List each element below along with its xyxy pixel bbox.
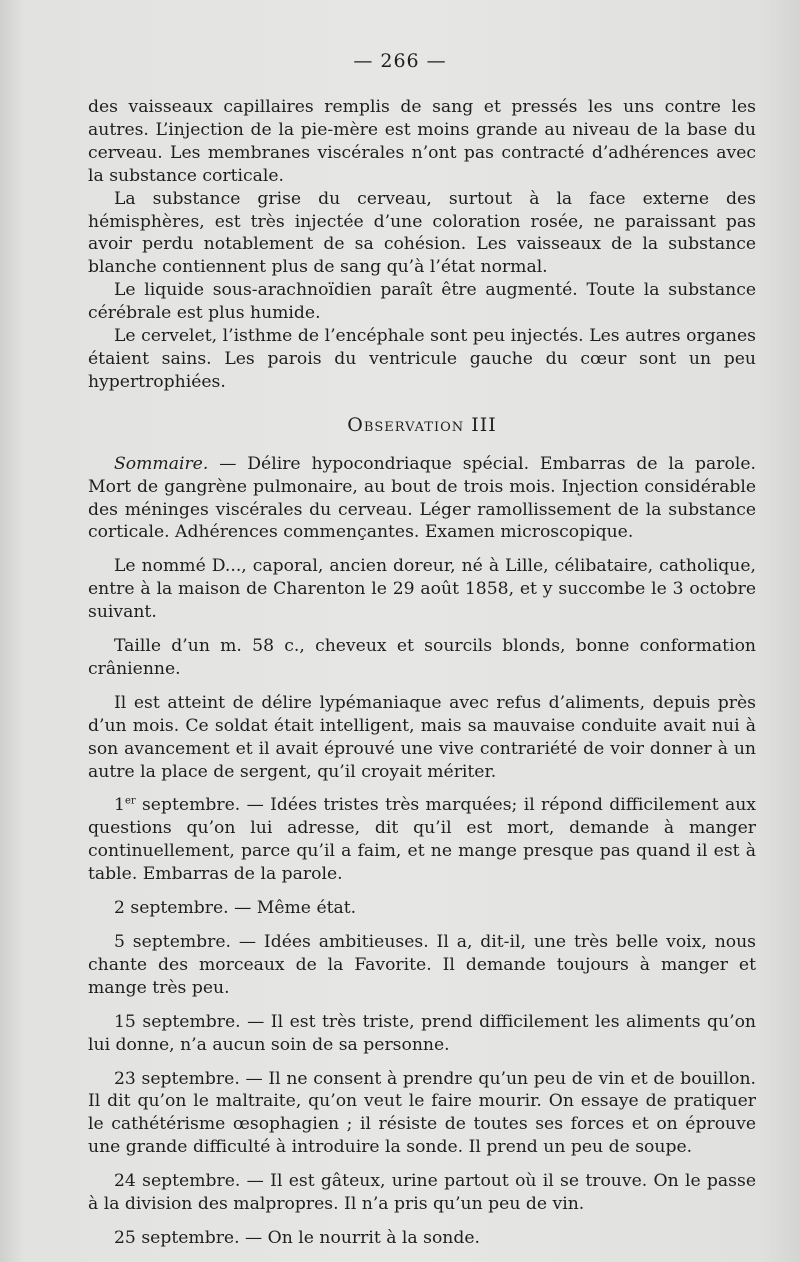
observation-title-number: III — [471, 413, 497, 436]
paragraph: Le liquide sous-arachnoïdien paraît être augmenté. Toute la substance cérébrale est plus humide. — [88, 280, 756, 324]
page-number: — 266 — — [353, 50, 447, 72]
diary-entry: 23 septembre. — Il ne consent à prendre qu’un peu de vin et de bouillon. Il dit qu’on le maltraite, qu’on veut le faire mourir. On essaye de pratiquer le cathétérisme œsophagien ; il résiste de toutes ses forces et on éprouve une grande difficulté à introduire la sonde. Il prend un peu de soupe. — [88, 1068, 756, 1158]
paragraph: Le nommé D..., caporal, ancien doreur, né à Lille, célibataire, catholique, entre à la maison de Charenton le 29 août 1858, et y succombe le 3 octobre suivant. — [88, 556, 756, 623]
diary-entry — [88, 794, 756, 886]
body-text — [88, 96, 756, 1250]
paragraph: Le cervelet, l’isthme de l’encéphale sont peu injectés. Les autres organes étaient sains. Les parois du ventricule gauche du cœur sont un peu hypertrophiées. — [88, 326, 756, 392]
paragraph: des vaisseaux capillaires remplis de sang et pressés les uns contre les autres. L’injection de la pie-mère est moins grande au niveau de la base du cerveau. Les membranes viscérales n’ont pas contracté d’adhérences avec la substance corticale. — [88, 97, 756, 186]
paragraph: Il est atteint de délire lypémaniaque avec refus d’aliments, depuis près d’un mois. Ce soldat était intelligent, mais sa mauvaise conduite avait nui à son avancement et il avait éprouvé une vive contrariété de voir donner à un autre la place de sergent, qu’il croyait mériter. — [88, 692, 756, 782]
sommaire-paragraph — [88, 453, 756, 545]
diary-entry: 25 septembre. — On le nourrit à la sonde. — [114, 1227, 481, 1248]
diary-entry: 2 septembre. — Même état. — [114, 898, 357, 919]
diary-entry: 24 septembre. — Il est gâteux, urine partout où il se trouve. On le passe à la division des malpropres. Il n’a pris qu’un peu de vin. — [88, 1171, 756, 1215]
observation-title-word: Observation — [347, 413, 465, 436]
paragraph: Taille d’un m. 58 c., cheveux et sourcils blonds, bonne conformation crânienne. — [88, 636, 756, 679]
sommaire-text: — Délire hypocondriaque spécial. Embarras de la parole. Mort de gangrène pulmonaire, au bout de trois mois. Injection considérable des méninges viscérales du cerveau. Léger ramollissement de la substance corticale. Adhérences commençantes. Examen microscopique. — [88, 453, 756, 543]
diary-entry: 15 septembre. — Il est très triste, prend difficilement les aliments qu’on lui donne, n’a aucun soin de sa personne. — [88, 1011, 756, 1055]
sommaire-label: Sommaire. — [114, 453, 209, 474]
diary-entry: 5 septembre. — Idées ambitieuses. Il a, dit-il, une très belle voix, nous chante des morceaux de la Favorite. Il demande toujours à manger et mange très peu. — [88, 932, 756, 998]
observation-heading — [88, 414, 756, 437]
entry-text: septembre. — Idées tristes très marquées; il répond difficilement aux questions qu’on lui adresse, dit qu’il est mort, demande à manger continuellement, parce qu’il a faim, et ne mange presque pas quand il est à table. Embarras de la parole. — [88, 795, 756, 885]
entry-day: 1 — [114, 795, 125, 816]
entry-day-suffix: er — [124, 795, 136, 807]
paragraph: La substance grise du cerveau, surtout à la face externe des hémisphères, est très injectée d’une coloration rosée, ne paraissant pas avoir perdu notablement de sa cohésion. Les vaisseaux de la substance blanche contiennent plus de sang qu’à l’état normal. — [88, 188, 756, 278]
